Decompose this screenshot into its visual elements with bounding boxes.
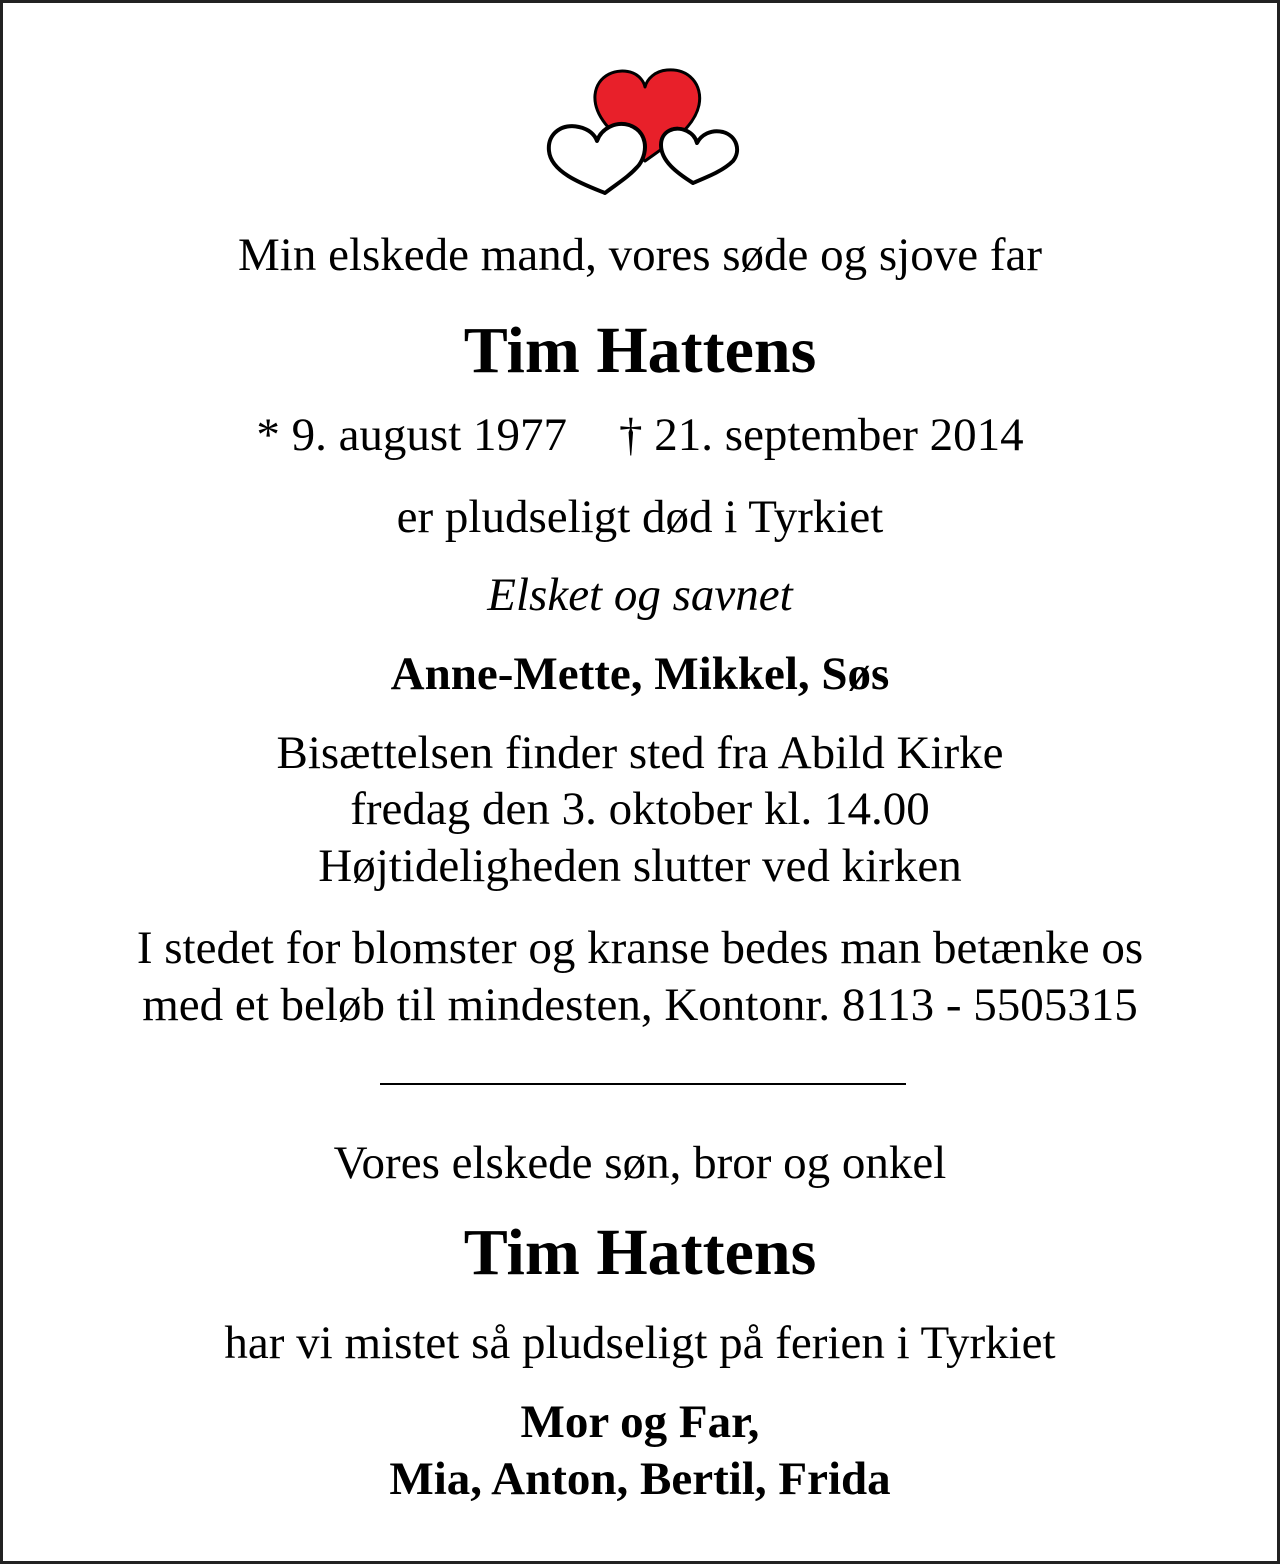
deceased-name-2: Tim Hattens <box>463 1216 817 1289</box>
hearts-icon <box>543 65 747 201</box>
signed-family: Anne-Mette, Mikkel, Søs <box>390 648 890 700</box>
service-line-2: fredag den 3. oktober kl. 14.00 <box>350 783 930 835</box>
death-date: † 21. september 2014 <box>619 409 1024 461</box>
dates-line <box>3 408 1277 462</box>
donation-line-2: med et beløb til mindesten, Kontonr. 8113 - 5505315 <box>142 979 1138 1031</box>
tagline: Elsket og savnet <box>487 569 793 621</box>
right-white-heart-icon <box>661 129 737 183</box>
divider <box>380 1083 906 1085</box>
service-line-3: Højtideligheden slutter ved kirken <box>318 840 962 892</box>
donation-line-1: I stedet for blomster og kranse bedes man betænke os <box>136 922 1144 974</box>
death-text: er pludseligt død i Tyrkiet <box>396 491 884 543</box>
deceased-name: Tim Hattens <box>463 314 817 387</box>
loss-text: har vi mistet så pludseligt på ferien i Tyrkiet <box>224 1317 1056 1369</box>
signed-siblings: Mia, Anton, Bertil, Frida <box>389 1453 891 1505</box>
birth-date: * 9. august 1977 <box>256 409 568 461</box>
service-line-1: Bisættelsen finder sted fra Abild Kirke <box>276 727 1004 779</box>
intro-text: Min elskede mand, vores søde og sjove far <box>237 229 1043 281</box>
left-white-heart-icon <box>549 124 645 193</box>
signed-parents: Mor og Far, <box>520 1396 760 1448</box>
intro-text-2: Vores elskede søn, bror og onkel <box>333 1137 947 1189</box>
